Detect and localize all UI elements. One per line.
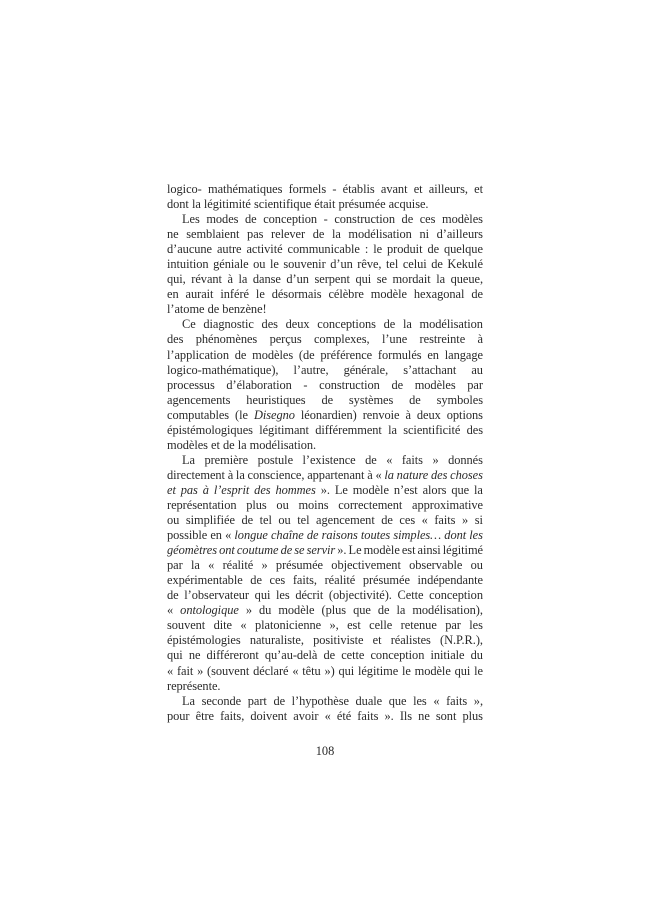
text-line: logico- mathématiques formels - établis avant et ailleurs, et xyxy=(167,182,483,196)
text-line: qui, révant à la danse d’un serpent qui se mordait la queue, xyxy=(167,272,483,287)
text-line: Les modes de conception - construction de ces modèles xyxy=(182,212,483,227)
text-line: modèles et de la modélisation. xyxy=(167,437,317,452)
text-line: épistémologiques légitimant différemment la scientificité des xyxy=(167,422,483,437)
text-line: ou simplifiée de tel ou tel agencement de ces « faits » si xyxy=(167,513,483,528)
text-line: représentation plus ou moins correctement approximative xyxy=(167,497,483,512)
paragraph xyxy=(167,317,483,452)
text-line: représente. xyxy=(167,678,221,693)
paragraph xyxy=(167,453,483,694)
text-line: souvent dite « platonicienne », est celle retenue par les xyxy=(167,618,483,633)
text-line: expérimentable de ces faits, réalité présumée indépendante xyxy=(167,573,483,588)
paragraph xyxy=(167,212,483,317)
text-line: par la « réalité » présumée objectivement observable ou xyxy=(167,558,483,573)
text-line: l’atome de benzène! xyxy=(167,302,267,317)
text-line: La première postule l’existence de « faits » donnés xyxy=(182,452,483,467)
text-line: logico-mathématique), l’autre, générale, s’attachant au xyxy=(167,362,483,377)
text-line: computables (le Disegno léonardien) renvoie à deux options xyxy=(167,407,483,422)
text-line: des phénomènes perçus complexes, l’une restreinte à xyxy=(167,332,483,347)
text-line: dont la légitimité scientifique était présumée acquise. xyxy=(167,197,429,212)
text-line: épistémologies naturaliste, positiviste et réalistes (N.P.R.), xyxy=(167,633,483,648)
text-line: « ontologique » du modèle (plus que de la modélisation), xyxy=(167,603,483,618)
page-number: 108 xyxy=(315,744,335,758)
text-line: processus d’élaboration - construction de modèles par xyxy=(167,377,483,392)
text-line: de l’observateur qui les décrit (objectivité). Cette conception xyxy=(167,588,483,603)
text-line: géomètres ont coutume de se servir ». Le modèle est ainsi légitimé xyxy=(167,543,483,558)
text-line: directement à la conscience, appartenant à « la nature des choses xyxy=(167,467,483,482)
text-line: pour être faits, doivent avoir « été faits ». Ils ne sont plus xyxy=(167,708,483,723)
paragraph xyxy=(167,694,483,724)
text-line: et pas à l’esprit des hommes ». Le modèle n’est alors que la xyxy=(167,482,483,497)
paragraph xyxy=(167,182,483,212)
body-text xyxy=(167,182,483,724)
text-line: La seconde part de l’hypothèse duale que les « faits », xyxy=(182,693,483,708)
text-line: Ce diagnostic des deux conceptions de la modélisation xyxy=(182,317,483,332)
text-line: possible en « longue chaîne de raisons toutes simples… dont les xyxy=(167,528,483,543)
text-line: qui ne différeront qu’au-delà de cette conception initiale du xyxy=(167,648,483,663)
text-line: ne semblaient pas relever de la modélisation ni d’ailleurs xyxy=(167,227,483,242)
text-line: d’aucune autre activité communicable : le produit de quelque xyxy=(167,242,483,257)
text-line: en aurait inféré le désormais célèbre modèle hexagonal de xyxy=(167,287,483,302)
text-line: « fait » (souvent déclaré « têtu ») qui légitime le modèle qui le xyxy=(167,663,483,678)
text-line: agencements heuristiques de systèmes de symboles xyxy=(167,392,483,407)
text-line: l’application de modèles (de préférence formulés en langage xyxy=(167,347,483,362)
text-line: intuition géniale ou le souvenir d’un rêve, tel celui de Kekulé xyxy=(167,257,483,272)
